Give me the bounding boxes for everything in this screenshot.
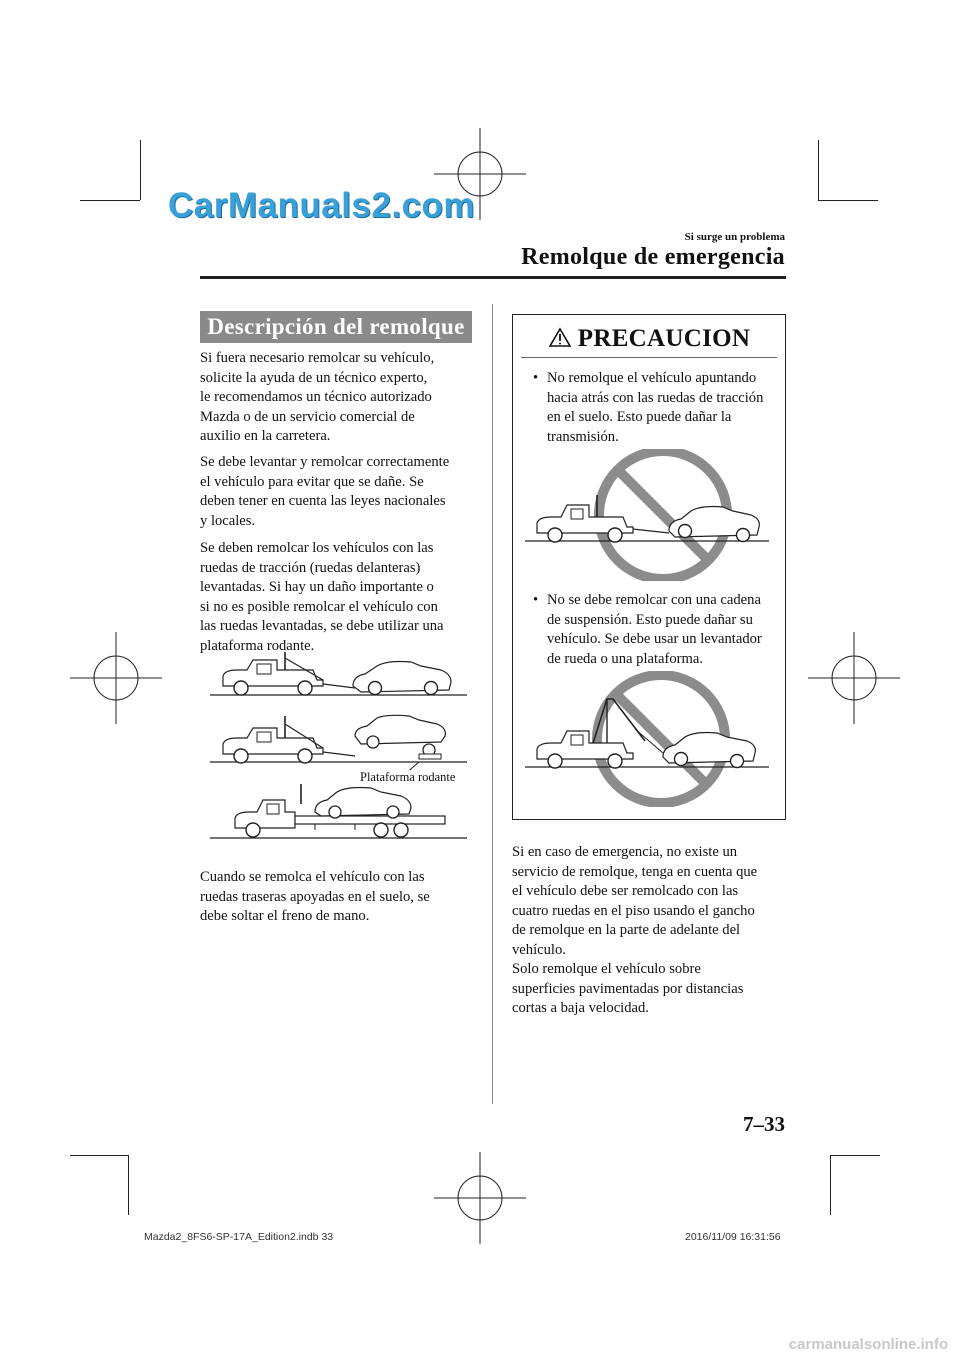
text-line: superficies pavimentadas por distancias bbox=[512, 980, 744, 997]
text-line: y locales. bbox=[200, 512, 256, 529]
prohibited-sling-tow-illustration bbox=[523, 671, 773, 807]
crop-mark bbox=[818, 200, 878, 201]
text-line: servicio de remolque, tenga en cuenta que bbox=[512, 863, 758, 880]
text-line: No se debe remolcar con una cadena bbox=[547, 592, 761, 608]
tow-illustration-dolly bbox=[205, 712, 475, 770]
section-banner: Descripción del remolque bbox=[200, 311, 472, 343]
text-line: le recomendamos un técnico autorizado bbox=[200, 389, 432, 405]
text-line: Se debe levantar y remolcar correctamente bbox=[200, 454, 450, 470]
text-line: Mazda o de un servicio comercial de bbox=[200, 408, 415, 425]
text-line: si no es posible remolcar el vehículo con bbox=[200, 598, 438, 615]
registration-mark-left bbox=[70, 632, 162, 724]
warning-triangle-icon bbox=[548, 327, 572, 347]
caution-bullet-1 bbox=[533, 369, 781, 447]
text-line: de remolque en la parte de adelante del bbox=[512, 922, 741, 938]
text-line: el vehículo debe ser remolcado con las bbox=[512, 883, 739, 899]
paragraph-2 bbox=[200, 453, 478, 531]
text-line: solicite la ayuda de un técnico experto, bbox=[200, 369, 428, 386]
text-line: Se deben remolcar los vehículos con las bbox=[200, 540, 434, 556]
crop-mark bbox=[830, 1155, 880, 1156]
text-line: de suspensión. Esto puede dañar su bbox=[547, 611, 753, 628]
footer-date: 2016/11/09 16:31:56 bbox=[685, 1231, 781, 1243]
footer-file: Mazda2_8FS6-SP-17A_Edition2.indb 33 bbox=[144, 1231, 334, 1243]
tow-illustration-wheel-lift bbox=[205, 650, 475, 702]
header-rule bbox=[200, 276, 786, 279]
registration-mark-bottom bbox=[434, 1152, 526, 1244]
caution-box bbox=[512, 314, 786, 820]
text-line: auxilio en la carretera. bbox=[200, 428, 331, 444]
text-line: debe soltar el freno de mano. bbox=[200, 908, 370, 924]
text-line: plataforma rodante. bbox=[200, 637, 315, 654]
bullet-dot: • bbox=[533, 592, 539, 608]
page-number: 7–33 bbox=[743, 1112, 785, 1136]
bullet-dot: • bbox=[533, 370, 539, 386]
text-line: Solo remolque el vehículo sobre bbox=[512, 961, 701, 977]
tow-illustration-flatbed bbox=[205, 782, 475, 844]
paragraph-4 bbox=[200, 868, 478, 927]
text-line: las ruedas levantadas, se debe utilizar una bbox=[200, 618, 444, 634]
text-line: ruedas traseras apoyadas en el suelo, se bbox=[200, 888, 430, 905]
crop-mark bbox=[140, 140, 141, 200]
text-line: de rueda o una plataforma. bbox=[547, 650, 703, 667]
text-line: Si fuera necesario remolcar su vehículo, bbox=[200, 350, 435, 366]
text-line: Si en caso de emergencia, no existe un bbox=[512, 844, 738, 860]
text-line: ruedas de tracción (ruedas delanteras) bbox=[200, 559, 421, 576]
caution-bullet-2 bbox=[533, 591, 781, 669]
text-line: deben tener en cuenta las leyes nacionales bbox=[200, 493, 446, 509]
column-divider bbox=[492, 304, 493, 1104]
header-section: Si surge un problema bbox=[684, 231, 785, 243]
caution-title-text: PRECAUCION bbox=[577, 325, 751, 352]
text-line: No remolque el vehículo apuntando bbox=[547, 370, 757, 386]
watermark-bottom: carmanualsonline.info bbox=[788, 1336, 948, 1353]
prohibited-reverse-tow-illustration bbox=[523, 449, 773, 581]
text-line: vehículo. Se debe usar un levantador bbox=[547, 631, 762, 647]
paragraph-right bbox=[512, 843, 802, 1019]
text-line: hacia atrás con las ruedas de tracción bbox=[547, 389, 764, 406]
registration-mark-right bbox=[808, 632, 900, 724]
crop-mark bbox=[70, 1155, 128, 1156]
text-line: Cuando se remolca el vehículo con las bbox=[200, 869, 425, 885]
caution-title bbox=[513, 325, 785, 353]
text-line: el vehículo para evitar que se dañe. Se bbox=[200, 473, 424, 490]
paragraph-1 bbox=[200, 349, 478, 447]
watermark-logo: CarManuals2.com bbox=[168, 186, 476, 225]
dolly-label: Plataforma rodante bbox=[360, 770, 456, 784]
paragraph-3 bbox=[200, 539, 478, 656]
text-line: cortas a baja velocidad. bbox=[512, 1000, 649, 1016]
page-title: Remolque de emergencia bbox=[521, 244, 785, 270]
text-line: vehículo. bbox=[512, 941, 566, 958]
text-line: cuatro ruedas en el piso usando el gancho bbox=[512, 902, 755, 919]
crop-mark bbox=[128, 1155, 129, 1215]
text-line: en el suelo. Esto puede dañar la bbox=[547, 409, 732, 425]
text-line: levantadas. Si hay un daño importante o bbox=[200, 579, 434, 595]
caution-rule bbox=[521, 357, 777, 358]
crop-mark bbox=[80, 200, 140, 201]
text-line: transmisión. bbox=[547, 428, 619, 445]
crop-mark bbox=[818, 140, 819, 200]
crop-mark bbox=[830, 1155, 831, 1215]
